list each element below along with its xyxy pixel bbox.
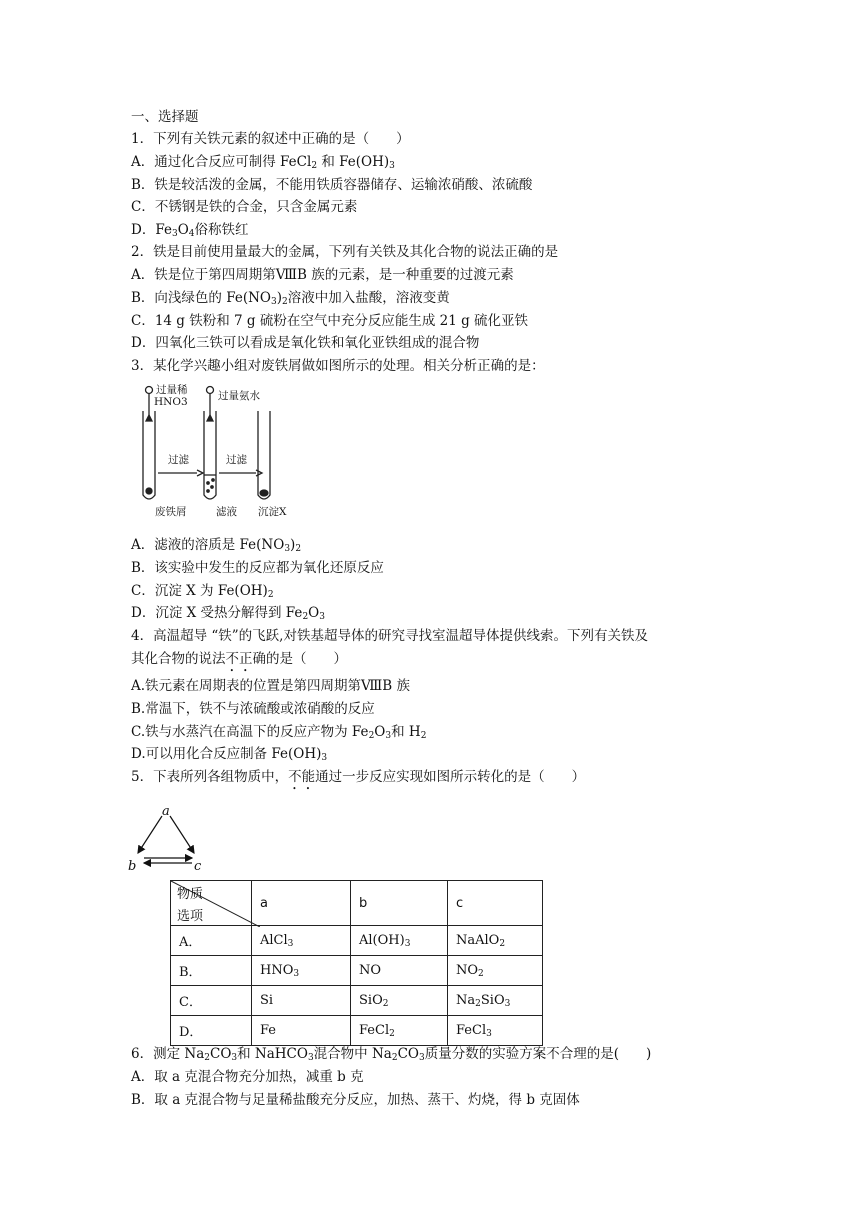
q2-stem: 2．铁是目前使用量最大的金属，下列有关铁及其化合物的说法正确的是: [131, 244, 559, 260]
cell-c: NaAlO$_2$: [448, 926, 543, 956]
row-option: A．: [171, 926, 252, 956]
q2-option-a: A．铁是位于第四周期第ⅧB 族的元素，是一种重要的过渡元素: [131, 267, 514, 283]
cell-b: $Al(OH)_3$: [351, 926, 448, 956]
q4-option-b: B.常温下，铁不与浓硫酸或浓硝酸的反应: [131, 701, 375, 717]
q1-option-c: C．不锈钢是铁的合金，只含金属元素: [131, 199, 358, 215]
table-row: [171, 956, 543, 986]
q3-option-b: B．该实验中发生的反应都为氧化还原反应: [131, 560, 384, 576]
header-substance: 物质: [177, 887, 204, 902]
node-b: b: [128, 859, 137, 874]
col-header-c: c: [448, 881, 543, 926]
q2-option-d: D．四氧化三铁可以看成是氧化铁和氧化亚铁组成的混合物: [131, 335, 480, 351]
table-row: [171, 986, 543, 1016]
q5-stem: 5．下表所列各组物质中，不能通过一步反应实现如图所示转化的是（ ）: [131, 769, 586, 785]
q2-option-c: C．14 g 铁粉和 7 g 硫粉在空气中充分反应能生成 21 g 硫化亚铁: [131, 313, 529, 329]
q1-stem: 1．下列有关铁元素的叙述中正确的是（ ）: [131, 131, 410, 147]
node-c: c: [194, 859, 202, 874]
q3-option-a: A．滤液的溶质是 $Fe(NO_3)_2$: [131, 537, 302, 554]
cell-a: Si: [252, 986, 351, 1016]
q3-apparatus-figure: [130, 383, 290, 523]
table-row: [171, 1016, 543, 1046]
arrow2-label: 过滤: [226, 454, 247, 466]
node-a: a: [162, 804, 170, 819]
q6-option-b: B．取 a 克混合物与足量稀盐酸充分反应，加热、蒸干、灼烧，得 b 克固体: [131, 1092, 580, 1108]
q1-option-d: D．$Fe_3O_4$俗称铁红: [131, 222, 249, 239]
reagent1-label: 过量稀: [156, 384, 188, 396]
q4-option-c: C.铁与水蒸汽在高温下的反应产物为 $Fe_2O_3$和 $H_2$: [131, 724, 427, 741]
row-option: D．: [171, 1016, 252, 1046]
q4-option-a: A.铁元素在周期表的位置是第四周期第ⅧB 族: [131, 678, 411, 694]
q4-stem-line2: 其化合物的说法不正确的是（ ）: [131, 651, 347, 667]
cell-c: $Na_2SiO_3$: [448, 986, 543, 1016]
tube1-label: 废铁屑: [155, 506, 187, 518]
header-option: 选项: [177, 909, 204, 924]
reagent1b-label: HNO3: [154, 396, 188, 408]
q4-stem-line1: 4．高温超导 “铁”的飞跃,对铁基超导体的研究寻找室温超导体提供线索。下列有关铁及: [131, 628, 648, 644]
q1-option-b: B．铁是较活泼的金属，不能用铁质容器储存、运输浓硝酸、浓硫酸: [131, 177, 533, 193]
q5-options-table: [170, 880, 543, 1046]
col-header-a: a: [252, 881, 351, 926]
cell-c: FeCl$_3$: [448, 1016, 543, 1046]
table-row: [171, 926, 543, 956]
q4-option-d: D.可以用化合反应制备 $Fe(OH)_3$: [131, 746, 328, 763]
cell-c: $NO_2$: [448, 956, 543, 986]
q1-option-a: A．通过化合反应可制得 FeCl$_2$ 和 $Fe(OH)_3$: [131, 154, 395, 171]
tube2-label: 滤液: [216, 506, 237, 518]
cell-b: NO: [351, 956, 448, 986]
q6-stem: 6．测定 $Na_2CO_3$和 NaHCO$_3$混合物中 $Na_2CO_3$质量分数的实验方案不合理的是( ): [131, 1046, 652, 1063]
cell-a: AlCl$_3$: [252, 926, 351, 956]
cell-a: Fe: [252, 1016, 351, 1046]
q3-stem: 3．某化学兴趣小组对废铁屑做如图所示的处理。相关分析正确的是：: [131, 358, 545, 374]
table-header-row: [171, 881, 543, 926]
q5-triangle-diagram: [124, 803, 214, 875]
diagonal-header-cell: [171, 881, 252, 926]
section-title: 一、选择题: [131, 109, 199, 125]
q3-option-c: C．沉淀 X 为 $Fe(OH)_2$: [131, 583, 274, 600]
reagent2-label: 过量氨水: [218, 390, 260, 402]
cell-b: FeCl$_2$: [351, 1016, 448, 1046]
row-option: C．: [171, 986, 252, 1016]
arrow1-label: 过滤: [168, 454, 189, 466]
q6-option-a: A．取 a 克混合物充分加热，减重 b 克: [131, 1069, 364, 1085]
q3-option-d: D．沉淀 X 受热分解得到 $Fe_2O_3$: [131, 605, 325, 622]
row-option: B．: [171, 956, 252, 986]
tube3-label: 沉淀X: [258, 506, 287, 518]
cell-a: $HNO_3$: [252, 956, 351, 986]
q2-option-b: B．向浅绿色的 $Fe(NO_3)_2$溶液中加入盐酸，溶液变黄: [131, 290, 450, 307]
cell-b: SiO$_2$: [351, 986, 448, 1016]
col-header-b: b: [351, 881, 448, 926]
